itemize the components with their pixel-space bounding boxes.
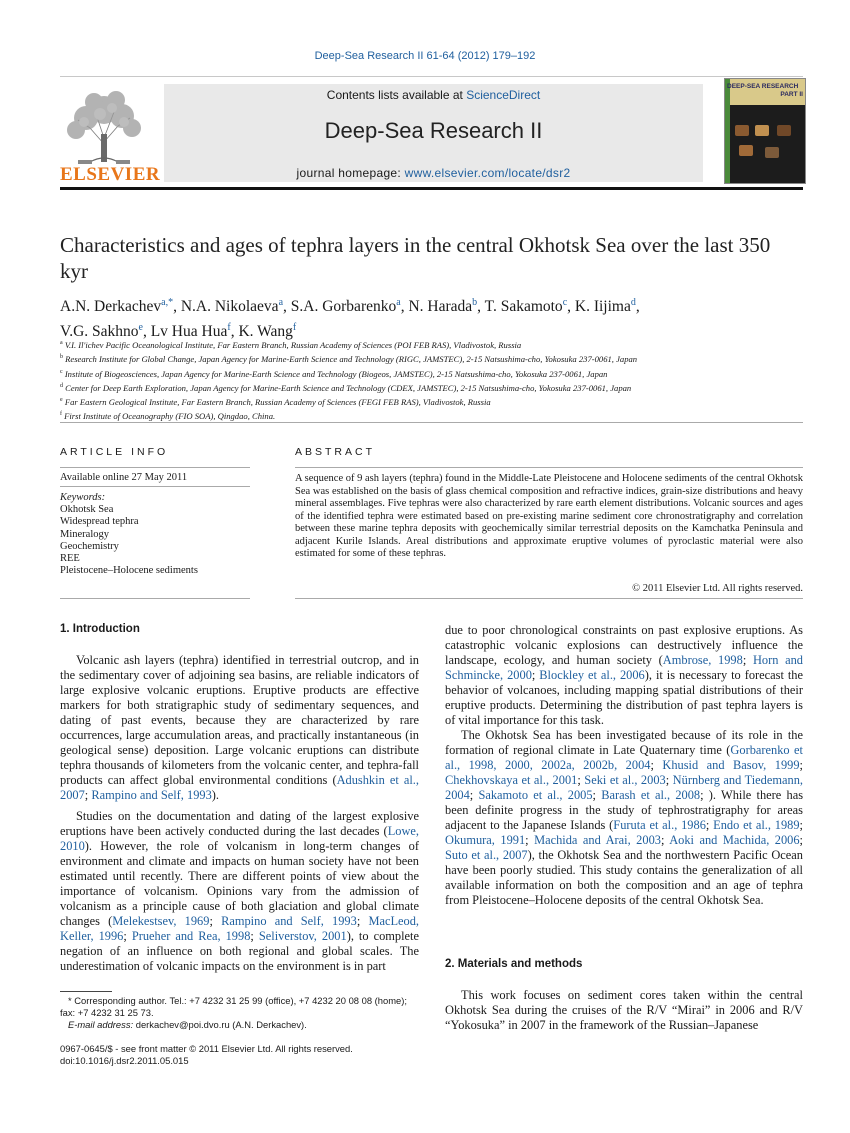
paragraph-text: ; — [705, 818, 714, 832]
affiliation-mark: b — [60, 354, 63, 361]
journal-title: Deep-Sea Research II — [324, 118, 543, 143]
header-thick-rule — [60, 187, 803, 190]
keywords-list — [60, 504, 198, 578]
paragraph-text: ; — [650, 758, 663, 772]
citation-link[interactable]: Nürnberg and Tiedemann, 2004 — [445, 773, 804, 802]
paragraph-text: ; — [84, 788, 92, 802]
author-separator: , — [635, 298, 640, 316]
affiliation-mark: d — [60, 382, 63, 389]
paragraph-text: ; — [742, 653, 753, 667]
author-list — [60, 292, 800, 342]
footnote-rule — [60, 991, 112, 992]
abstract-rule-1 — [295, 467, 803, 468]
citation-link[interactable]: Endo et al., 1989 — [713, 818, 800, 832]
paragraph-text: Studies on the documentation and dating of the largest explosive eruptions have been actively conducted during the last decades ( — [60, 809, 419, 838]
affiliation-mark: e — [60, 397, 63, 404]
citation-link[interactable]: Chekhovskaya et al., 2001 — [445, 773, 578, 787]
email-label: E-mail address: — [68, 1019, 134, 1030]
paragraph-text: due to poor chronological constraints on past explosive eruptions. As catastrophic volcanic explosions can destructively influence the landscape, ecology, and human society ( — [445, 623, 803, 667]
cover-image-5 — [765, 147, 779, 158]
paragraph-text: ). — [211, 788, 220, 802]
citation-link[interactable]: Aoki and Machida, 2006 — [669, 833, 800, 847]
paragraph-text: The Okhotsk Sea has been investigated because of its role in the formation of regional climate in Late Quaternary time ( — [445, 728, 803, 757]
author-affiliation-mark[interactable]: f — [292, 322, 297, 334]
homepage-prefix: journal homepage: — [296, 166, 405, 180]
citation-link[interactable]: Adushkin et al., 2007 — [60, 773, 419, 802]
paragraph-text: ; — [592, 788, 602, 802]
paragraph-text: ; — [469, 788, 479, 802]
citation-link[interactable]: Seliverstov, 2001 — [258, 929, 347, 943]
cover-image-4 — [739, 145, 753, 156]
author-name: K. Iijima — [574, 298, 631, 316]
citation-link[interactable]: Okumura, 1991 — [445, 833, 526, 847]
elsevier-wordmark[interactable]: ELSEVIER — [60, 164, 161, 185]
sciencedirect-link[interactable]: ScienceDirect — [466, 88, 541, 102]
citation-link[interactable]: Melekestsev, 1969 — [112, 914, 210, 928]
intro-paragraph-3 — [445, 623, 803, 728]
front-matter-info — [60, 1043, 353, 1067]
citation-link[interactable]: Khusid and Basov, 1999 — [662, 758, 800, 772]
author-name: V.G. Sakhno — [60, 323, 139, 341]
author-affiliation-mark[interactable]: a,* — [161, 297, 174, 308]
citation-link[interactable]: Gorbarenko et al., 1998, 2000, 2002a, 2002b, 2004 — [445, 743, 803, 772]
article-title: Characteristics and ages of tephra layers in the central Okhotsk Sea over the last 350 kyr — [60, 233, 771, 283]
cover-image-3 — [777, 125, 791, 136]
top-rule — [60, 76, 803, 77]
paragraph-text: ), it is necessary to forecast the behavior of volcanoes, including mapping spatial distributions of their eruptive products. Determining the distribution of past tephra layers is of vital importance for this task. — [445, 668, 804, 727]
cover-title-line1: DEEP-SEA RESEARCH — [727, 83, 799, 90]
citation-link[interactable]: Furuta et al., 1986 — [613, 818, 706, 832]
paragraph-text: ), to complete negation of an influence on both regional and global scales. The underestimation of volcanic impacts on the environment is in part — [60, 929, 419, 973]
paragraph-text: ; — [577, 773, 585, 787]
paragraph-text: ; — [525, 833, 535, 847]
affiliation-mark: f — [60, 411, 62, 418]
author-affiliation-mark[interactable]: e — [138, 322, 143, 334]
paragraph-text: ; — [660, 833, 670, 847]
paragraph-text: ; — [799, 833, 803, 847]
journal-homepage-line — [164, 166, 703, 180]
running-header[interactable]: Deep-Sea Research II 61-64 (2012) 179–192 — [314, 50, 536, 62]
paragraph-text: ; — [123, 929, 132, 943]
paragraph-text: Volcanic ash layers (tephra) identified in terrestrial outcrop, and in the sedimentary cover of adjoining sea basins, are reliable indicators of large explosive volcanic eruptions. Eruptive products are effective markers for both stratigraphic study of sedimentary sequences, and dating of past events, because they are characterized by rare occurrences, large accumulation areas, and practically instantaneous (in geological sense) deposition. Large volcanic eruptions can distribute tephra thousands of kilometers from the volcanic center, and tephra-fall products can affect global environmental conditions ( — [60, 653, 419, 787]
citation-link[interactable]: Rampino and Self, 1993 — [91, 788, 212, 802]
affiliation-rule — [60, 422, 803, 423]
journal-cover-thumbnail[interactable] — [724, 78, 806, 184]
affiliation-item — [60, 380, 800, 394]
citation-link[interactable]: Ambrose, 1998 — [662, 653, 743, 667]
affiliation-text: Institute of Biogeosciences, Japan Agency for Marine-Earth Science and Technology (Biogeos, JAMSTEC), 2-15 Natsushima-cho, Yokosuka 237-0061, Japan — [62, 368, 608, 379]
corresponding-author-note: * Corresponding author. Tel.: +7 4232 31 25 99 (office), +7 4232 20 08 08 (home); fax: +7 4232 31 25 73. — [60, 995, 407, 1018]
author-separator: , — [567, 298, 575, 316]
article-info-heading: ARTICLE INFO — [60, 446, 169, 458]
affiliation-text: First Institute of Oceanography (FIO SOA), Qingdao, China. — [62, 411, 276, 422]
contents-prefix: Contents lists available at — [326, 88, 467, 102]
author-name: N.A. Nikolaeva — [180, 298, 279, 316]
citation-link[interactable]: Sakamoto et al., 2005 — [478, 788, 593, 802]
citation-link[interactable]: Lowe, 2010 — [60, 824, 419, 853]
keywords-label: Keywords: — [60, 492, 106, 503]
right-column-text — [445, 623, 803, 908]
article-info-rule-3 — [60, 598, 250, 599]
affiliation-item — [60, 394, 800, 408]
affiliation-text: Center for Deep Earth Exploration, Japan Agency for Marine-Earth Science and Technology (CDEX, JAMSTEC), 2-15 Natsushima-cho, Yokosuka 237-0061, Japan — [63, 382, 632, 393]
affiliation-mark: a — [60, 340, 63, 346]
cover-title-line2: PART II — [780, 91, 803, 98]
affiliation-item — [60, 408, 800, 422]
paragraph-text: ; — [531, 668, 540, 682]
paragraph-text: ). However, the role of volcanism in long-term changes of environment and climate and impacts on human society have not been estimated until recently. There are different points of view about the importance of volcanism. Opinions vary from the admission of volcanism as a principle cause of both glaciation and global climate changes ( — [60, 839, 419, 928]
homepage-link[interactable]: www.elsevier.com/locate/dsr2 — [404, 166, 571, 180]
citation-link[interactable]: MacLeod, Keller, 1996 — [60, 914, 420, 943]
author-separator: , — [400, 298, 409, 316]
affiliations — [60, 337, 800, 423]
author-separator: , — [173, 298, 181, 316]
keyword-item: Widespread tephra — [60, 516, 139, 528]
citation-link[interactable]: Horn and Schmincke, 2000 — [445, 653, 804, 682]
materials-methods-heading: 2. Materials and methods — [445, 958, 583, 970]
author-separator: , — [477, 298, 485, 316]
keyword-item: Pleistocene–Holocene sediments — [60, 565, 198, 577]
contents-line — [164, 88, 703, 102]
affiliation-item — [60, 366, 800, 380]
paragraph-text: ), the Okhotsk Sea and the northwestern Pacific Ocean have been poorly studied. This study contains the generalization of all available information on both the composition and an age of tephra from Pleistocene–Holocene deposits of the central Okhotsk Sea. — [445, 848, 803, 907]
affiliation-item — [60, 337, 800, 351]
keyword-item: REE — [60, 553, 80, 565]
citation-link[interactable]: Seki et al., 2003 — [584, 773, 666, 787]
intro-paragraph-4 — [445, 728, 803, 908]
author-name: T. Sakamoto — [484, 298, 563, 316]
doi-line[interactable]: doi:10.1016/j.dsr2.2011.05.015 — [60, 1055, 189, 1066]
abstract-copyright: © 2011 Elsevier Ltd. All rights reserved. — [632, 583, 803, 594]
affiliation-text: Research Institute for Global Change, Japan Agency for Marine-Earth Science and Technology (RIGC, JAMSTEC), 2-15 Natsushima-cho, Yokosuka 237-0061, Japan — [63, 354, 638, 365]
affiliation-mark: c — [60, 368, 63, 375]
author-affiliation-mark[interactable]: a — [278, 297, 284, 308]
intro-paragraph-1 — [60, 653, 419, 803]
paragraph-text: ; ). While there has been definite progress in the study of tephrostratigraphy for areas adjacent to the Japanese Islands ( — [445, 788, 804, 832]
citation-link[interactable]: Barash et al., 2008 — [601, 788, 701, 802]
footnote — [60, 995, 419, 1031]
author-name: Lv Hua Hua — [150, 323, 228, 341]
paragraph-text: ; — [799, 758, 803, 772]
author-affiliation-mark[interactable]: b — [472, 297, 478, 308]
paragraph-text: ; — [250, 929, 259, 943]
keyword-item: Mineralogy — [60, 528, 109, 540]
article-info-rule-1 — [60, 467, 250, 468]
author-separator: , — [283, 298, 291, 316]
author-affiliation-mark[interactable]: d — [630, 297, 636, 308]
available-online: Available online 27 May 2011 — [60, 472, 188, 483]
author-name: A.N. Derkachev — [60, 298, 162, 316]
abstract-text: A sequence of 9 ash layers (tephra) found in the Middle-Late Pleistocene and Holocene sediments of the central Okhotsk Sea was established on the basis of glass chemical composition and refractive indices, grain-size distributions and heavy mineral assemblages. Five tephras were also characterized by rare earth element distributions. Volcanic sources and ages of the identified tephra were estimated based on pre-existing marine sediment core chronostratigraphy and correlation between these marine tephra deposits with geochemically similar terrestrial deposits on the Kamchatka Peninsula and adjacent Kurile Islands. Areal distributions and approximate eruptive volumes of pyroclastic material were also estimated for some of these tephras. — [295, 473, 803, 559]
citation-link[interactable]: Machida and Arai, 2003 — [534, 833, 661, 847]
author-affiliation-mark[interactable]: a — [396, 297, 401, 308]
author-name: S.A. Gorbarenko — [290, 298, 397, 316]
introduction-heading: 1. Introduction — [60, 623, 140, 635]
keyword-item: Okhotsk Sea — [60, 504, 114, 515]
cover-title — [727, 83, 803, 99]
paragraph-text: ; — [799, 818, 803, 832]
abstract-heading: ABSTRACT — [295, 446, 376, 458]
keyword-item: Geochemistry — [60, 540, 119, 552]
author-separator: , — [142, 323, 151, 341]
author-separator: , — [230, 323, 239, 341]
paragraph-text: ; — [665, 773, 673, 787]
article-info-rule-2 — [60, 486, 250, 487]
citation-link[interactable]: Prueher and Rea, 1998 — [131, 929, 251, 943]
author-name: K. Wang — [238, 323, 293, 341]
paragraph-text: ; — [356, 914, 369, 928]
left-column-text — [60, 653, 419, 974]
affiliation-text: Far Eastern Geological Institute, Far Eastern Branch, Russian Academy of Sciences (FEGI FEB RAS), Vladivostok, Russia — [62, 396, 491, 407]
methods-paragraph-1: This work focuses on sediment cores taken within the central Okhotsk Sea during the cruises of the R/V “Mirai” in 2006 and R/V “Yokosuka” in 2007 in the framework of the Russian–Japanese — [445, 988, 803, 1032]
citation-link[interactable]: Blockley et al., 2006 — [539, 668, 645, 682]
cover-image-2 — [755, 125, 769, 136]
paragraph-text: ; — [209, 914, 222, 928]
citation-link[interactable]: Rampino and Self, 1993 — [221, 914, 357, 928]
citation-link[interactable]: Suto et al., 2007 — [445, 848, 528, 862]
email-line — [60, 1019, 419, 1031]
materials-methods-text — [445, 988, 803, 1033]
email-address[interactable]: derkachev@poi.dvo.ru (A.N. Derkachev). — [133, 1019, 307, 1030]
abstract-rule-2 — [295, 598, 803, 599]
cover-image-1 — [735, 125, 749, 136]
affiliation-text: V.I. Il'ichev Pacific Oceanological Institute, Far Eastern Branch, Russian Academy of Sciences (POI FEB RAS), Vladivostok, Russia — [62, 339, 522, 350]
issn-line: 0967-0645/$ - see front matter © 2011 Elsevier Ltd. All rights reserved. — [60, 1043, 353, 1054]
author-name: N. Harada — [408, 298, 473, 316]
affiliation-item — [60, 351, 800, 365]
author-affiliation-mark[interactable]: c — [562, 297, 568, 308]
intro-paragraph-2 — [60, 809, 419, 974]
author-affiliation-mark[interactable]: f — [227, 322, 231, 334]
